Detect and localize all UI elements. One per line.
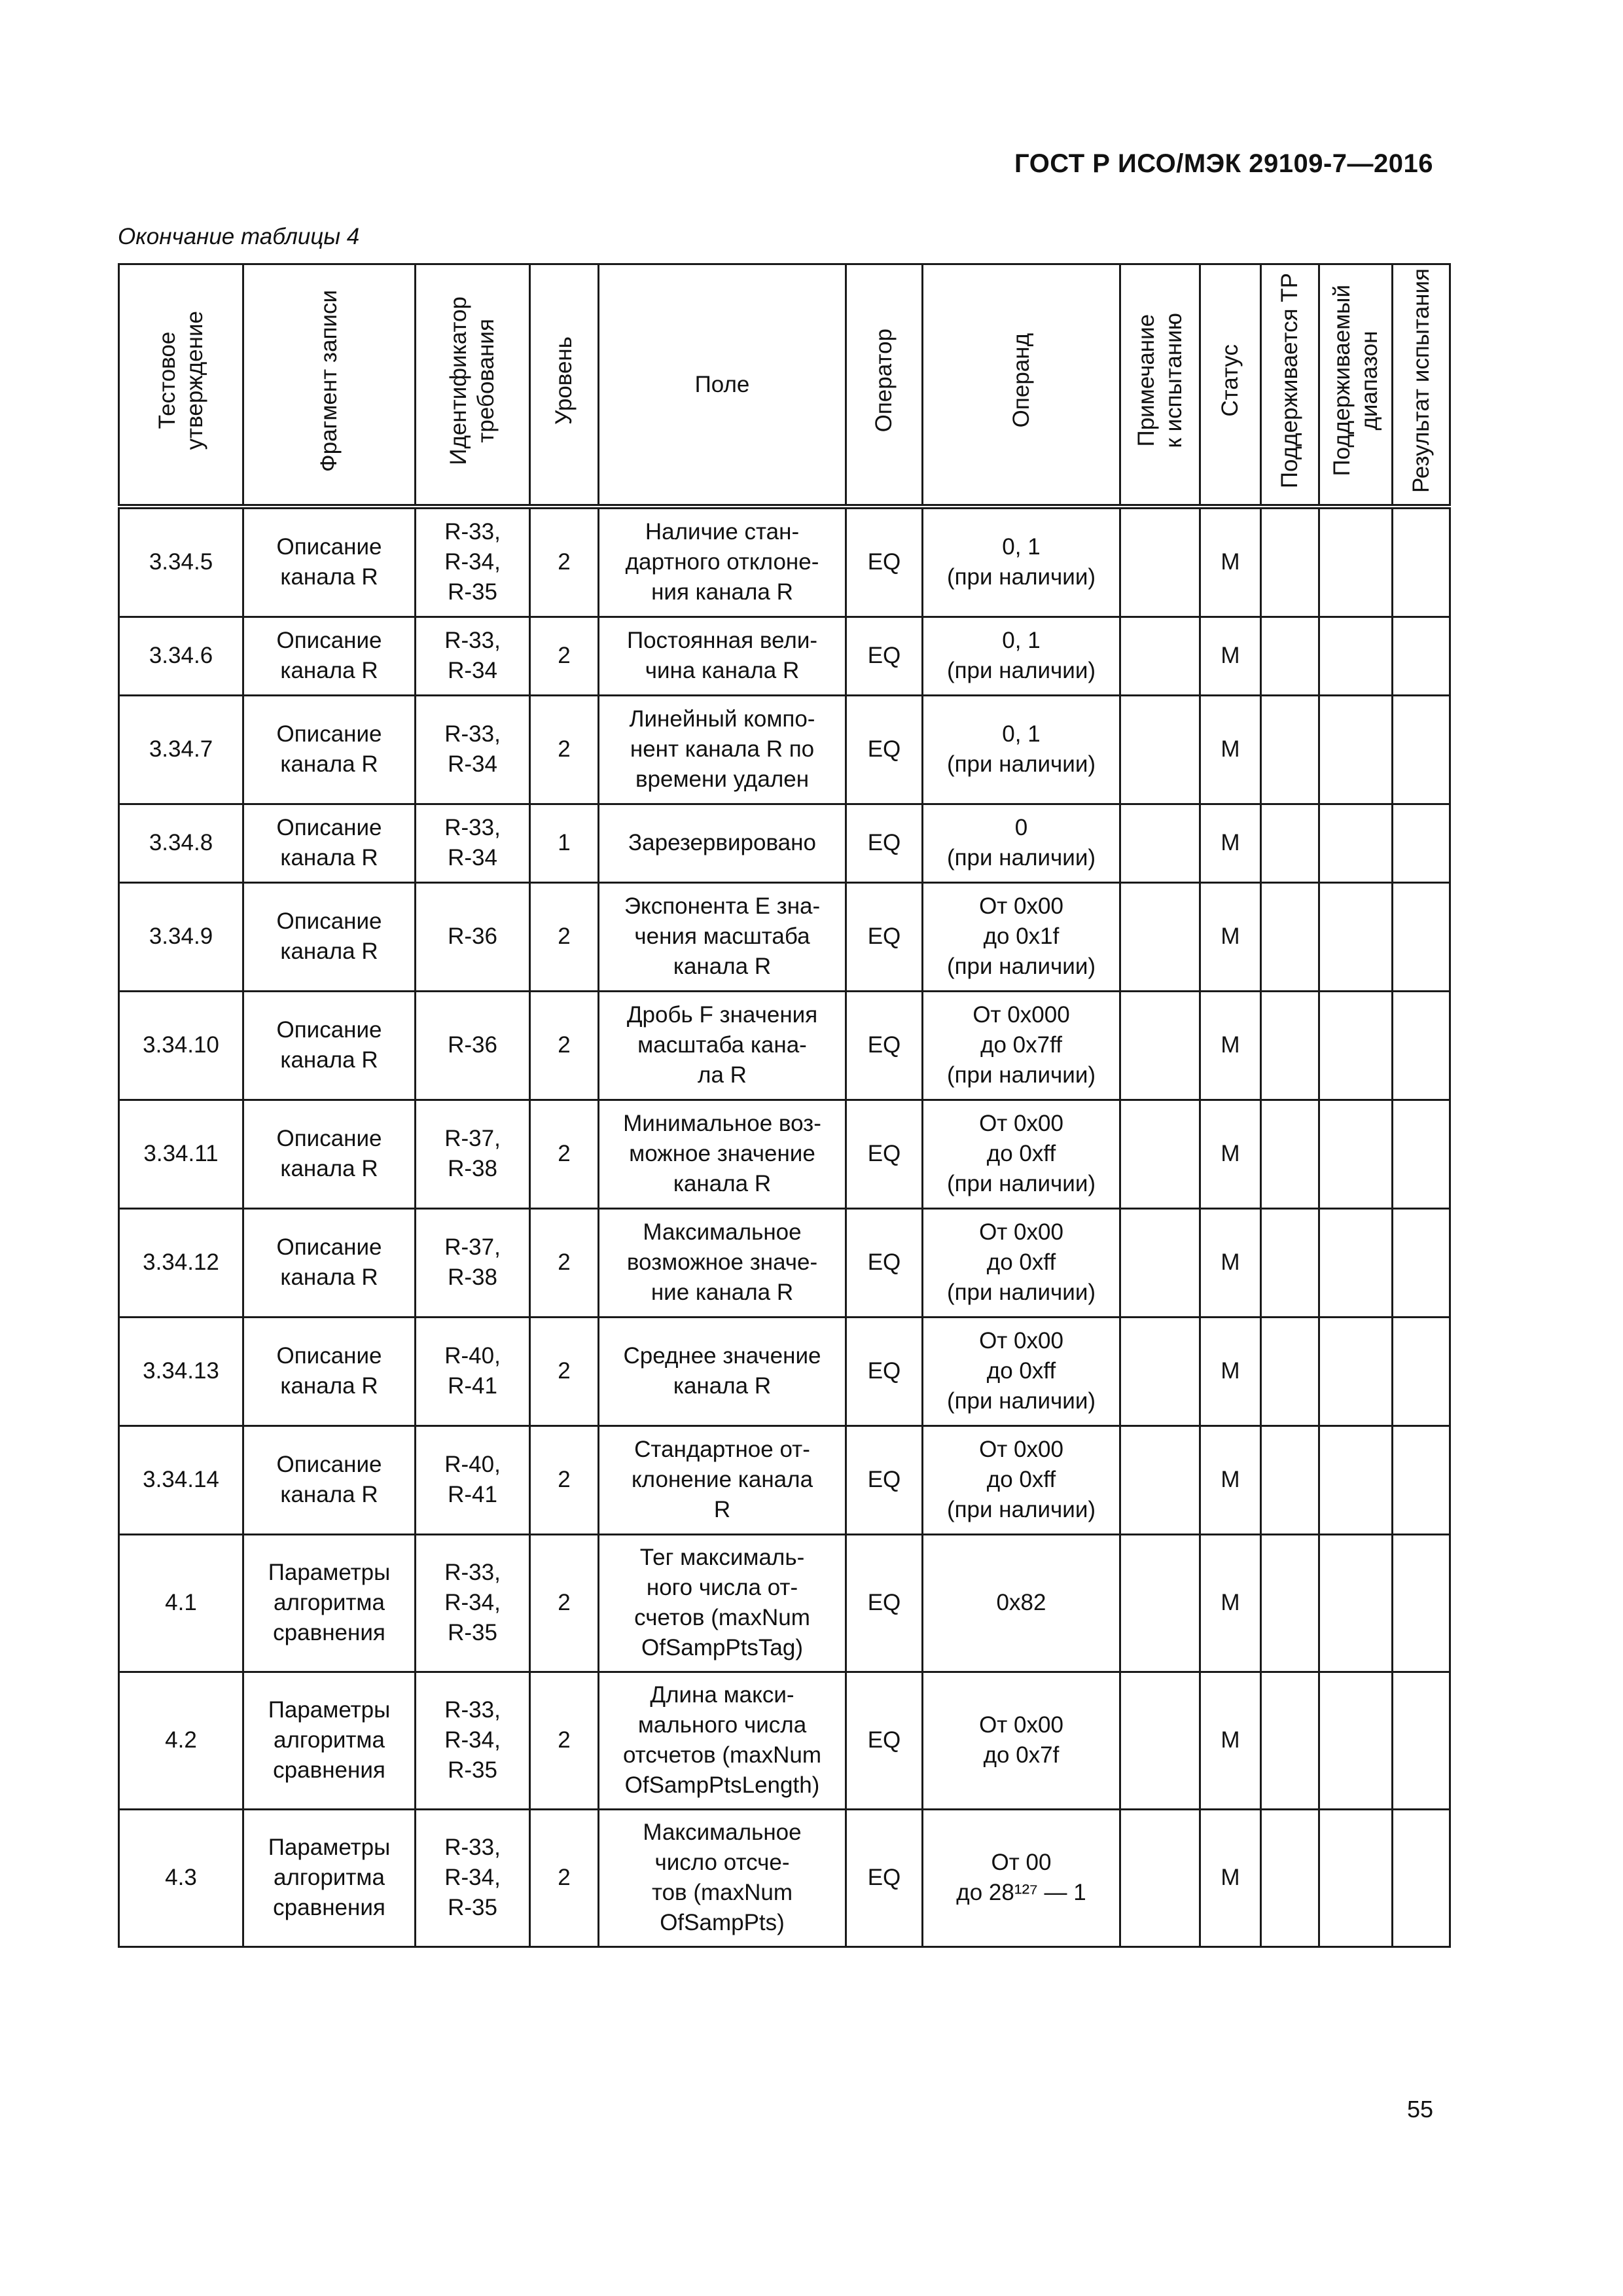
col-header-record-fragment: Фрагмент записи xyxy=(243,264,416,507)
table-row xyxy=(119,804,1450,882)
cell-empty xyxy=(1261,695,1319,804)
cell-operator: EQ xyxy=(846,1809,923,1946)
cell-operand: От 0x00 до 0xff (при наличии) xyxy=(923,1317,1120,1426)
cell-fragment: Описание канала R xyxy=(243,695,416,804)
table-row xyxy=(119,1809,1450,1946)
cell-empty xyxy=(1261,1426,1319,1534)
cell-status: M xyxy=(1200,991,1261,1100)
cell-operand: От 0x00 до 0x1f (при наличии) xyxy=(923,882,1120,991)
cell-empty xyxy=(1261,1208,1319,1317)
cell-empty xyxy=(1261,804,1319,882)
cell-test-id: 4.1 xyxy=(119,1534,243,1672)
cell-empty xyxy=(1393,1672,1450,1809)
cell-operand: От 0x00 до 0x7f xyxy=(923,1672,1120,1809)
cell-operator: EQ xyxy=(846,1100,923,1208)
cell-empty xyxy=(1261,1672,1319,1809)
cell-level: 2 xyxy=(530,991,599,1100)
cell-level: 2 xyxy=(530,1672,599,1809)
col-header-supported-tr: Поддерживается ТР xyxy=(1261,264,1319,507)
cell-requirement: R-33, R-34, R-35 xyxy=(416,1809,530,1946)
page-number: 55 xyxy=(1406,2096,1433,2123)
cell-level: 2 xyxy=(530,507,599,617)
cell-note xyxy=(1120,991,1200,1100)
cell-level: 2 xyxy=(530,1100,599,1208)
cell-fragment: Параметры алгоритма сравнения xyxy=(243,1672,416,1809)
cell-operand: 0, 1 (при наличии) xyxy=(923,507,1120,617)
cell-empty xyxy=(1393,617,1450,695)
cell-note xyxy=(1120,882,1200,991)
cell-note xyxy=(1120,1208,1200,1317)
cell-note xyxy=(1120,804,1200,882)
cell-note xyxy=(1120,1317,1200,1426)
cell-field: Наличие стан- дартного отклоне- ния канала R xyxy=(599,507,846,617)
cell-empty xyxy=(1393,1208,1450,1317)
col-header-test-note: Примечание к испытанию xyxy=(1120,264,1200,507)
cell-field: Зарезервировано xyxy=(599,804,846,882)
cell-operator: EQ xyxy=(846,1317,923,1426)
cell-test-id: 3.34.13 xyxy=(119,1317,243,1426)
table-header-row xyxy=(119,264,1450,507)
cell-requirement: R-40, R-41 xyxy=(416,1317,530,1426)
col-header-status: Статус xyxy=(1200,264,1261,507)
cell-status: M xyxy=(1200,1100,1261,1208)
cell-note xyxy=(1120,1534,1200,1672)
cell-requirement: R-33, R-34 xyxy=(416,617,530,695)
cell-empty xyxy=(1261,1100,1319,1208)
cell-empty xyxy=(1393,1809,1450,1946)
cell-operator: EQ xyxy=(846,695,923,804)
cell-fragment: Параметры алгоритма сравнения xyxy=(243,1809,416,1946)
cell-field: Линейный компо- нент канала R по времени удален xyxy=(599,695,846,804)
cell-field: Тег максималь- ного числа от- счетов (maxNum OfSampPtsTag) xyxy=(599,1534,846,1672)
cell-status: M xyxy=(1200,507,1261,617)
cell-empty xyxy=(1261,1317,1319,1426)
cell-field: Постоянная вели- чина канала R xyxy=(599,617,846,695)
table-row xyxy=(119,882,1450,991)
cell-operator: EQ xyxy=(846,1208,923,1317)
cell-operator: EQ xyxy=(846,1426,923,1534)
cell-empty xyxy=(1319,695,1393,804)
cell-status: M xyxy=(1200,804,1261,882)
cell-empty xyxy=(1261,882,1319,991)
table-row xyxy=(119,1100,1450,1208)
cell-note xyxy=(1120,1672,1200,1809)
col-header-operator: Оператор xyxy=(846,264,923,507)
cell-fragment: Описание канала R xyxy=(243,507,416,617)
cell-test-id: 3.34.6 xyxy=(119,617,243,695)
cell-test-id: 3.34.9 xyxy=(119,882,243,991)
cell-operator: EQ xyxy=(846,1534,923,1672)
cell-empty xyxy=(1261,1534,1319,1672)
cell-requirement: R-37, R-38 xyxy=(416,1100,530,1208)
cell-empty xyxy=(1261,617,1319,695)
cell-level: 2 xyxy=(530,1208,599,1317)
cell-level: 2 xyxy=(530,882,599,991)
cell-requirement: R-33, R-34, R-35 xyxy=(416,1672,530,1809)
cell-fragment: Описание канала R xyxy=(243,1100,416,1208)
cell-fragment: Описание канала R xyxy=(243,1426,416,1534)
cell-empty xyxy=(1393,1317,1450,1426)
cell-fragment: Описание канала R xyxy=(243,991,416,1100)
cell-empty xyxy=(1393,991,1450,1100)
cell-empty xyxy=(1261,507,1319,617)
col-header-requirement-id: Идентификатор требования xyxy=(416,264,530,507)
col-header-test-assertion: Тестовое утверждение xyxy=(119,264,243,507)
table-row xyxy=(119,1672,1450,1809)
cell-fragment: Описание канала R xyxy=(243,1208,416,1317)
cell-note xyxy=(1120,695,1200,804)
cell-empty xyxy=(1319,1426,1393,1534)
cell-note xyxy=(1120,1809,1200,1946)
cell-empty xyxy=(1393,695,1450,804)
cell-field: Экспонента E зна- чения масштаба канала R xyxy=(599,882,846,991)
cell-note xyxy=(1120,1426,1200,1534)
cell-empty xyxy=(1393,804,1450,882)
cell-field: Дробь F значения масштаба кана- ла R xyxy=(599,991,846,1100)
cell-status: M xyxy=(1200,617,1261,695)
table-row xyxy=(119,695,1450,804)
cell-operand: От 0x00 до 0xff (при наличии) xyxy=(923,1208,1120,1317)
cell-operand: От 00 до 28¹²⁷ — 1 xyxy=(923,1809,1120,1946)
col-header-test-result: Результат испытания xyxy=(1393,264,1450,507)
cell-operand: 0x82 xyxy=(923,1534,1120,1672)
cell-empty xyxy=(1393,1100,1450,1208)
cell-test-id: 3.34.8 xyxy=(119,804,243,882)
cell-status: M xyxy=(1200,1426,1261,1534)
cell-level: 2 xyxy=(530,617,599,695)
cell-operator: EQ xyxy=(846,1672,923,1809)
cell-operand: От 0x00 до 0xff (при наличии) xyxy=(923,1426,1120,1534)
cell-level: 2 xyxy=(530,1426,599,1534)
cell-status: M xyxy=(1200,1672,1261,1809)
col-header-field: Поле xyxy=(599,264,846,507)
cell-operator: EQ xyxy=(846,507,923,617)
cell-level: 2 xyxy=(530,1534,599,1672)
cell-test-id: 4.3 xyxy=(119,1809,243,1946)
cell-field: Максимальное возможное значе- ние канала R xyxy=(599,1208,846,1317)
cell-requirement: R-33, R-34, R-35 xyxy=(416,507,530,617)
cell-test-id: 3.34.5 xyxy=(119,507,243,617)
cell-empty xyxy=(1393,1534,1450,1672)
cell-empty xyxy=(1319,1208,1393,1317)
cell-test-id: 3.34.11 xyxy=(119,1100,243,1208)
table-row xyxy=(119,1426,1450,1534)
table-row xyxy=(119,1317,1450,1426)
table-row xyxy=(119,507,1450,617)
cell-empty xyxy=(1319,1809,1393,1946)
cell-empty xyxy=(1319,1534,1393,1672)
cell-test-id: 3.34.7 xyxy=(119,695,243,804)
cell-status: M xyxy=(1200,1317,1261,1426)
cell-field: Среднее значение канала R xyxy=(599,1317,846,1426)
cell-operator: EQ xyxy=(846,804,923,882)
cell-field: Стандартное от- клонение канала R xyxy=(599,1426,846,1534)
cell-empty xyxy=(1261,991,1319,1100)
cell-empty xyxy=(1393,882,1450,991)
cell-field: Максимальное число отсче- тов (maxNum OfSampPts) xyxy=(599,1809,846,1946)
cell-operator: EQ xyxy=(846,991,923,1100)
cell-note xyxy=(1120,1100,1200,1208)
cell-test-id: 3.34.10 xyxy=(119,991,243,1100)
cell-empty xyxy=(1393,1426,1450,1534)
table-row xyxy=(119,617,1450,695)
cell-note xyxy=(1120,507,1200,617)
cell-field: Длина макси- мального числа отсчетов (maxNum OfSampPtsLength) xyxy=(599,1672,846,1809)
cell-requirement: R-40, R-41 xyxy=(416,1426,530,1534)
cell-status: M xyxy=(1200,1208,1261,1317)
cell-operator: EQ xyxy=(846,882,923,991)
cell-fragment: Описание канала R xyxy=(243,804,416,882)
col-header-level: Уровень xyxy=(530,264,599,507)
cell-note xyxy=(1120,617,1200,695)
standard-header: ГОСТ Р ИСО/МЭК 29109-7—2016 xyxy=(1014,149,1433,178)
cell-empty xyxy=(1319,617,1393,695)
cell-empty xyxy=(1393,507,1450,617)
cell-fragment: Параметры алгоритма сравнения xyxy=(243,1534,416,1672)
cell-requirement: R-33, R-34 xyxy=(416,695,530,804)
cell-test-id: 4.2 xyxy=(119,1672,243,1809)
cell-level: 2 xyxy=(530,1809,599,1946)
cell-requirement: R-33, R-34, R-35 xyxy=(416,1534,530,1672)
cell-requirement: R-33, R-34 xyxy=(416,804,530,882)
cell-empty xyxy=(1319,1100,1393,1208)
cell-level: 1 xyxy=(530,804,599,882)
cell-fragment: Описание канала R xyxy=(243,617,416,695)
cell-test-id: 3.34.12 xyxy=(119,1208,243,1317)
table-row xyxy=(119,1534,1450,1672)
requirements-table xyxy=(118,263,1451,1948)
cell-status: M xyxy=(1200,1534,1261,1672)
cell-requirement: R-37, R-38 xyxy=(416,1208,530,1317)
col-header-supported-range: Поддерживаемый диапазон xyxy=(1319,264,1393,507)
cell-operand: 0, 1 (при наличии) xyxy=(923,695,1120,804)
cell-field: Минимальное воз- можное значение канала R xyxy=(599,1100,846,1208)
cell-operand: 0, 1 (при наличии) xyxy=(923,617,1120,695)
cell-fragment: Описание канала R xyxy=(243,882,416,991)
cell-level: 2 xyxy=(530,695,599,804)
cell-empty xyxy=(1319,1672,1393,1809)
cell-empty xyxy=(1319,1317,1393,1426)
cell-level: 2 xyxy=(530,1317,599,1426)
col-header-operand: Операнд xyxy=(923,264,1120,507)
cell-operand: От 0x000 до 0x7ff (при наличии) xyxy=(923,991,1120,1100)
table-caption: Окончание таблицы 4 xyxy=(118,224,360,249)
cell-status: M xyxy=(1200,1809,1261,1946)
cell-requirement: R-36 xyxy=(416,882,530,991)
cell-empty xyxy=(1319,804,1393,882)
cell-empty xyxy=(1319,991,1393,1100)
cell-empty xyxy=(1319,882,1393,991)
cell-requirement: R-36 xyxy=(416,991,530,1100)
cell-status: M xyxy=(1200,695,1261,804)
cell-operand: 0 (при наличии) xyxy=(923,804,1120,882)
cell-operator: EQ xyxy=(846,617,923,695)
cell-test-id: 3.34.14 xyxy=(119,1426,243,1534)
cell-operand: От 0x00 до 0xff (при наличии) xyxy=(923,1100,1120,1208)
table-row xyxy=(119,1208,1450,1317)
cell-empty xyxy=(1261,1809,1319,1946)
table-row xyxy=(119,991,1450,1100)
cell-fragment: Описание канала R xyxy=(243,1317,416,1426)
cell-empty xyxy=(1319,507,1393,617)
cell-status: M xyxy=(1200,882,1261,991)
